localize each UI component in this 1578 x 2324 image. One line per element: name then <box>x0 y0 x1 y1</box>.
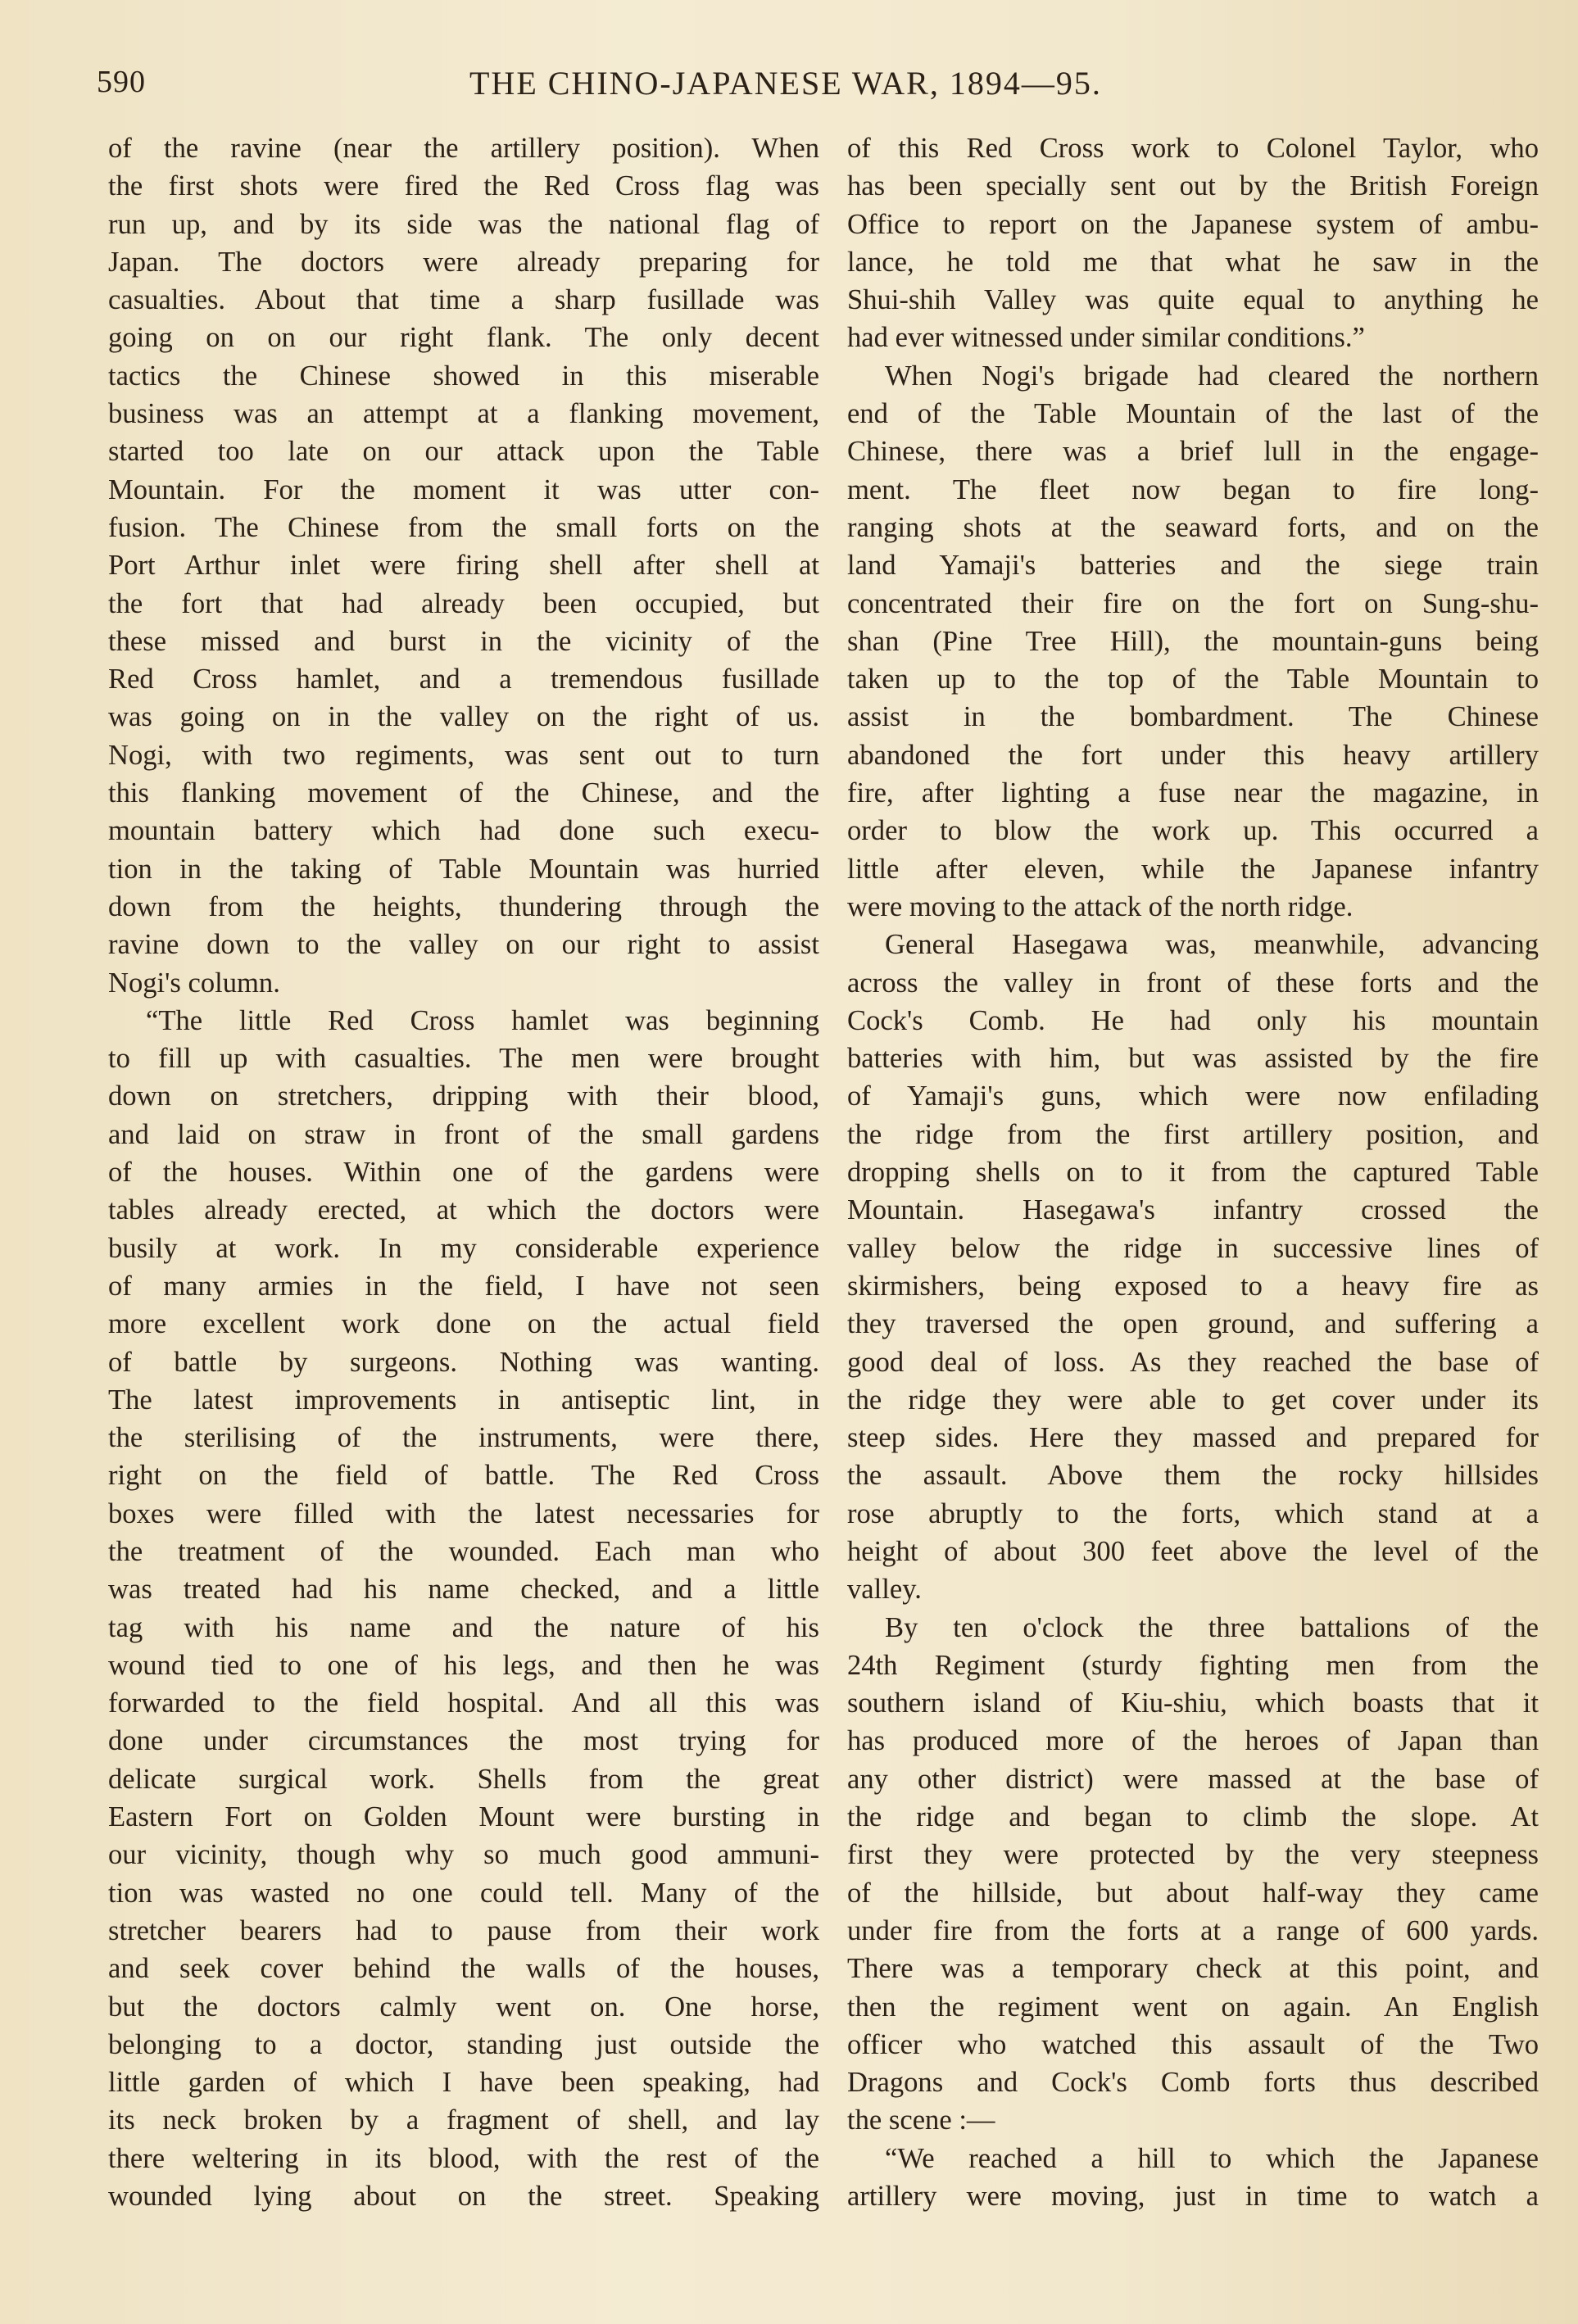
text-line: lance, he told me that what he saw in the <box>847 246 1539 278</box>
text-line: order to blow the work up. This occurred a <box>847 815 1539 847</box>
running-title: THE CHINO-JAPANESE WAR, 1894—95. <box>469 65 1102 102</box>
text-line: mountain battery which had done such execu- <box>108 815 819 847</box>
text-line: the assault. Above them the rocky hillsides <box>847 1460 1539 1492</box>
text-line: going on on our right flank. The only decent <box>108 322 819 354</box>
text-line: When Nogi's brigade had cleared the northern <box>885 360 1539 392</box>
text-line: the first shots were fired the Red Cross flag was <box>108 170 819 202</box>
text-line: the fort that had already been occupied, but <box>108 587 819 619</box>
text-line: the ridge and began to climb the slope. At <box>847 1801 1539 1833</box>
text-line: to fill up with casualties. The men were brought <box>108 1043 819 1075</box>
text-line: concentrated their fire on the fort on Sung-shu- <box>847 587 1539 619</box>
text-line: wounded lying about on the street. Speaking <box>108 2181 819 2213</box>
text-line: of battle by surgeons. Nothing was wanting. <box>108 1346 819 1378</box>
text-line: then the regiment went on again. An English <box>847 1991 1539 2023</box>
text-line: southern island of Kiu-shiu, which boasts that it <box>847 1688 1539 1719</box>
text-line: was going on in the valley on the right of us. <box>108 701 819 733</box>
text-line: skirmishers, being exposed to a heavy fire as <box>847 1270 1539 1302</box>
text-line: the treatment of the wounded. Each man who <box>108 1535 819 1567</box>
text-line: tables already erected, at which the doctors were <box>108 1194 819 1226</box>
text-line: had ever witnessed under similar conditions.” <box>847 322 1365 354</box>
text-line: delicate surgical work. Shells from the great <box>108 1763 819 1795</box>
text-line: done under circumstances the most trying for <box>108 1725 819 1757</box>
text-line: was treated had his name checked, and a little <box>108 1574 819 1606</box>
text-line: Nogi, with two regiments, was sent out to turn <box>108 739 819 771</box>
text-line: the scene :— <box>847 2104 995 2136</box>
text-line: and seek cover behind the walls of the houses, <box>108 1953 819 1985</box>
text-line: belonging to a doctor, standing just outside the <box>108 2028 819 2060</box>
text-line: the ridge they were able to get cover under its <box>847 1384 1539 1416</box>
text-line: fire, after lighting a fuse near the magazine, in <box>847 777 1539 809</box>
text-line: down on stretchers, dripping with their blood, <box>108 1080 819 1112</box>
text-line: of the houses. Within one of the gardens were <box>108 1157 819 1189</box>
page-header <box>97 64 1545 113</box>
text-line: right on the field of battle. The Red Cross <box>108 1460 819 1492</box>
text-line: this flanking movement of the Chinese, and the <box>108 777 819 809</box>
text-line: any other district) were massed at the base of <box>847 1763 1539 1795</box>
text-line: there weltering in its blood, with the rest of the <box>108 2142 819 2174</box>
text-line: boxes were filled with the latest necessaries for <box>108 1497 819 1529</box>
text-line: Cock's Comb. He had only his mountain <box>847 1004 1539 1036</box>
text-line: run up, and by its side was the national flag of <box>108 208 819 240</box>
text-line: 24th Regiment (sturdy fighting men from the <box>847 1649 1539 1681</box>
text-line: under fire from the forts at a range of 600 yards. <box>847 1914 1539 1946</box>
text-line: first they were protected by the very steepness <box>847 1839 1539 1871</box>
text-line: casualties. About that time a sharp fusillade was <box>108 284 819 316</box>
text-line: By ten o'clock the three battalions of the <box>885 1611 1539 1643</box>
text-line: batteries with him, but was assisted by the fire <box>847 1043 1539 1075</box>
text-line: tag with his name and the nature of his <box>108 1611 819 1643</box>
page-number: 590 <box>97 65 146 99</box>
text-line: land Yamaji's batteries and the siege train <box>847 550 1539 582</box>
text-line: valley below the ridge in successive lines of <box>847 1232 1539 1264</box>
text-line: our vicinity, though why so much good ammuni- <box>108 1839 819 1871</box>
text-line: assist in the bombardment. The Chinese <box>847 701 1539 733</box>
text-line: of this Red Cross work to Colonel Taylor, who <box>847 133 1539 164</box>
text-line: started too late on our attack upon the Table <box>108 436 819 468</box>
text-line: tactics the Chinese showed in this miserable <box>108 360 819 392</box>
text-line: good deal of loss. As they reached the base of <box>847 1346 1539 1378</box>
text-line: tion was wasted no one could tell. Many of the <box>108 1877 819 1909</box>
text-line: ranging shots at the seaward forts, and on the <box>847 511 1539 543</box>
text-line: Chinese, there was a brief lull in the engage- <box>847 436 1539 468</box>
text-line: ment. The fleet now began to fire long- <box>847 473 1539 505</box>
text-line: height of about 300 feet above the level of the <box>847 1535 1539 1567</box>
text-line: artillery were moving, just in time to watch a <box>847 2181 1539 2213</box>
text-line: Mountain. For the moment it was utter con- <box>108 473 819 505</box>
text-line: Dragons and Cock's Comb forts thus described <box>847 2067 1539 2099</box>
text-line: officer who watched this assault of the Two <box>847 2028 1539 2060</box>
text-line: of Yamaji's guns, which were now enfilading <box>847 1080 1539 1112</box>
text-line: taken up to the top of the Table Mountain to <box>847 664 1539 695</box>
text-line: abandoned the fort under this heavy artillery <box>847 739 1539 771</box>
text-line: dropping shells on to it from the captured Table <box>847 1157 1539 1189</box>
text-line: shan (Pine Tree Hill), the mountain-guns being <box>847 625 1539 657</box>
text-line: The latest improvements in antiseptic lint, in <box>108 1384 819 1416</box>
text-line: Nogi's column. <box>108 967 280 999</box>
text-line: Port Arthur inlet were firing shell after shell at <box>108 550 819 582</box>
text-line: Red Cross hamlet, and a tremendous fusillade <box>108 664 819 695</box>
text-line: end of the Table Mountain of the last of the <box>847 398 1539 430</box>
text-line: business was an attempt at a flanking movement, <box>108 398 819 430</box>
text-line: these missed and burst in the vicinity of the <box>108 625 819 657</box>
text-line: has produced more of the heroes of Japan than <box>847 1725 1539 1757</box>
text-line: they traversed the open ground, and suffering a <box>847 1308 1539 1340</box>
left-column <box>108 129 819 2215</box>
text-line: ravine down to the valley on our right to assist <box>108 929 819 961</box>
text-line: busily at work. In my considerable experience <box>108 1232 819 1264</box>
text-line: “The little Red Cross hamlet was beginning <box>146 1004 819 1036</box>
text-line: of the hillside, but about half-way they came <box>847 1877 1539 1909</box>
text-line: steep sides. Here they massed and prepared for <box>847 1422 1539 1454</box>
text-line: were moving to the attack of the north ridge. <box>847 890 1354 922</box>
text-line: little after eleven, while the Japanese infantry <box>847 853 1539 885</box>
text-line: wound tied to one of his legs, and then he was <box>108 1649 819 1681</box>
text-line: There was a temporary check at this point, and <box>847 1953 1539 1985</box>
text-line: Japan. The doctors were already preparing for <box>108 246 819 278</box>
text-line: and laid on straw in front of the small gardens <box>108 1118 819 1150</box>
text-line: its neck broken by a fragment of shell, and lay <box>108 2104 819 2136</box>
text-line: the ridge from the first artillery position, and <box>847 1118 1539 1150</box>
text-line: General Hasegawa was, meanwhile, advancing <box>885 929 1539 961</box>
text-line: Mountain. Hasegawa's infantry crossed the <box>847 1194 1539 1226</box>
text-line: but the doctors calmly went on. One horse, <box>108 1991 819 2023</box>
text-line: rose abruptly to the forts, which stand at a <box>847 1497 1539 1529</box>
text-line: tion in the taking of Table Mountain was hurried <box>108 853 819 885</box>
text-line: the sterilising of the instruments, were there, <box>108 1422 819 1454</box>
text-line: of the ravine (near the artillery position). When <box>108 133 819 164</box>
right-column <box>847 129 1539 2215</box>
text-line: valley. <box>847 1574 922 1606</box>
text-line: Eastern Fort on Golden Mount were bursting in <box>108 1801 819 1833</box>
text-line: more excellent work done on the actual field <box>108 1308 819 1340</box>
text-line: Shui-shih Valley was quite equal to anything he <box>847 284 1539 316</box>
text-line: fusion. The Chinese from the small forts on the <box>108 511 819 543</box>
text-line: “We reached a hill to which the Japanese <box>885 2142 1539 2174</box>
text-line: across the valley in front of these forts and the <box>847 967 1539 999</box>
text-line: stretcher bearers had to pause from their work <box>108 1914 819 1946</box>
text-line: little garden of which I have been speaking, had <box>108 2067 819 2099</box>
text-line: has been specially sent out by the British Foreign <box>847 170 1539 202</box>
text-line: of many armies in the field, I have not seen <box>108 1270 819 1302</box>
text-line: down from the heights, thundering through the <box>108 890 819 922</box>
text-line: Office to report on the Japanese system of ambu- <box>847 208 1539 240</box>
text-line: forwarded to the field hospital. And all this was <box>108 1688 819 1719</box>
